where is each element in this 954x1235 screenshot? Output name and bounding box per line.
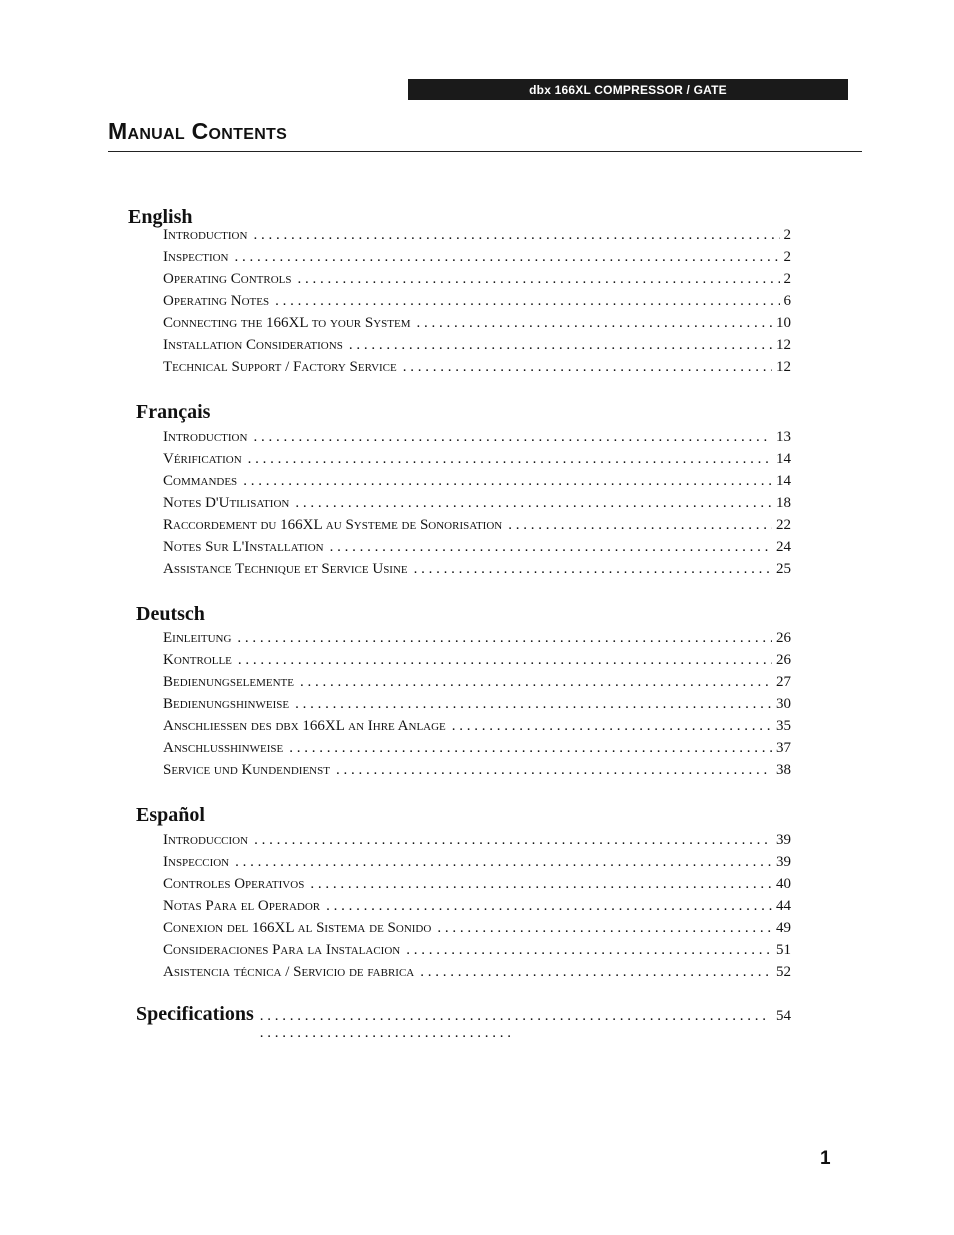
toc-entry-label: Anschlußhinweise bbox=[163, 740, 284, 756]
toc-entry-page: 25 bbox=[776, 561, 791, 577]
toc-entry-page: 24 bbox=[776, 539, 791, 555]
header-product-title: dbx 166XL COMPRESSOR / GATE bbox=[529, 82, 727, 97]
toc-entry[interactable] bbox=[163, 558, 791, 580]
toc-leader-dots bbox=[300, 671, 772, 693]
toc-leader-dots bbox=[297, 268, 779, 290]
toc-entry-page: 12 bbox=[776, 359, 791, 375]
toc-leader-dots bbox=[508, 514, 772, 536]
toc-leader-dots bbox=[414, 558, 772, 580]
toc-entry-label: Kontrolle bbox=[163, 652, 232, 668]
toc-leader-dots bbox=[295, 693, 772, 715]
toc-leader-dots bbox=[248, 448, 772, 470]
toc-entry[interactable] bbox=[163, 693, 791, 715]
toc-entry-page: 39 bbox=[776, 854, 791, 870]
toc-entry[interactable] bbox=[163, 290, 791, 312]
toc-entry[interactable] bbox=[163, 470, 791, 492]
toc-leader-dots bbox=[260, 1008, 772, 1042]
toc-entry-page: 12 bbox=[776, 337, 791, 353]
toc-entry[interactable] bbox=[163, 514, 791, 536]
toc-entry[interactable] bbox=[163, 268, 791, 290]
toc-entry-label: Operating Controls bbox=[163, 271, 292, 287]
toc-entry-page: 2 bbox=[783, 227, 791, 243]
toc-leader-dots bbox=[330, 536, 772, 558]
toc-list-espanol bbox=[163, 829, 791, 983]
header-product-bar bbox=[408, 79, 848, 100]
toc-entry-page: 52 bbox=[776, 964, 791, 980]
toc-entry[interactable] bbox=[163, 224, 791, 246]
toc-entry[interactable] bbox=[163, 492, 791, 514]
toc-entry-page: 6 bbox=[783, 293, 791, 309]
toc-entry-page: 27 bbox=[776, 674, 791, 690]
toc-leader-dots bbox=[437, 917, 772, 939]
toc-entry[interactable] bbox=[163, 649, 791, 671]
toc-entry-label: Bedienungselemente bbox=[163, 674, 294, 690]
toc-entry[interactable] bbox=[163, 961, 791, 983]
toc-entry-page: 35 bbox=[776, 718, 791, 734]
toc-leader-dots bbox=[235, 851, 772, 873]
toc-list-francais bbox=[163, 426, 791, 580]
toc-leader-dots bbox=[275, 290, 779, 312]
section-heading-espanol: Español bbox=[136, 804, 205, 826]
toc-leader-dots bbox=[253, 426, 772, 448]
toc-entry-label: Notas Para el Operador bbox=[163, 898, 321, 914]
toc-entry-label: Inspection bbox=[163, 249, 229, 265]
toc-entry-page: 14 bbox=[776, 451, 791, 467]
toc-entry-page: 2 bbox=[783, 271, 791, 287]
toc-entry-label: Inspeccion bbox=[163, 854, 230, 870]
toc-entry-label: Controles Operativos bbox=[163, 876, 305, 892]
toc-leader-dots bbox=[336, 759, 772, 781]
toc-leader-dots bbox=[289, 737, 772, 759]
toc-entry[interactable] bbox=[163, 448, 791, 470]
toc-entry-label: Vérification bbox=[163, 451, 242, 467]
toc-list-english bbox=[163, 224, 791, 378]
toc-entry[interactable] bbox=[163, 759, 791, 781]
toc-entry[interactable] bbox=[163, 715, 791, 737]
toc-entry-label: Asistencia técnica / Servicio de fabrica bbox=[163, 964, 415, 980]
page-number: 1 bbox=[820, 1148, 831, 1169]
toc-entry-page: 13 bbox=[776, 429, 791, 445]
toc-entry-label: Operating Notes bbox=[163, 293, 270, 309]
toc-entry-label: Introduccion bbox=[163, 832, 249, 848]
toc-entry[interactable] bbox=[163, 939, 791, 961]
toc-entry-label: Bedienungshinweise bbox=[163, 696, 290, 712]
toc-entry-label: Anschließen des dbx 166XL an Ihre Anlage bbox=[163, 718, 446, 734]
toc-leader-dots bbox=[295, 492, 772, 514]
toc-entry-specifications[interactable] bbox=[136, 1003, 791, 1042]
title-divider bbox=[108, 151, 862, 152]
toc-entry-label: Raccordement du 166XL au Systeme de Sonorisation bbox=[163, 517, 503, 533]
toc-entry-label: Conexion del 166XL al Sistema de Sonido bbox=[163, 920, 432, 936]
toc-leader-dots bbox=[237, 627, 772, 649]
toc-entry-page: 51 bbox=[776, 942, 791, 958]
section-heading-francais: Français bbox=[136, 401, 211, 423]
toc-entry-page: 37 bbox=[776, 740, 791, 756]
toc-entry[interactable] bbox=[163, 671, 791, 693]
toc-entry-label: Connecting the 166XL to your System bbox=[163, 315, 411, 331]
toc-entry-page: 26 bbox=[776, 630, 791, 646]
toc-leader-dots bbox=[310, 873, 772, 895]
toc-leader-dots bbox=[406, 939, 772, 961]
toc-entry-page: 40 bbox=[776, 876, 791, 892]
toc-entry-label: Einleitung bbox=[163, 630, 232, 646]
toc-entry-label: Commandes bbox=[163, 473, 238, 489]
toc-entry[interactable] bbox=[163, 895, 791, 917]
toc-entry-label: Service und Kundendienst bbox=[163, 762, 330, 778]
toc-leader-dots bbox=[420, 961, 772, 983]
toc-entry-page: 10 bbox=[776, 315, 791, 331]
toc-entry[interactable] bbox=[163, 246, 791, 268]
toc-entry-page: 14 bbox=[776, 473, 791, 489]
toc-entry-page: 44 bbox=[776, 898, 791, 914]
toc-entry-page: 2 bbox=[783, 249, 791, 265]
toc-entry[interactable] bbox=[163, 829, 791, 851]
toc-entry[interactable] bbox=[163, 851, 791, 873]
toc-entry-page: 49 bbox=[776, 920, 791, 936]
toc-entry-page: 26 bbox=[776, 652, 791, 668]
toc-entry-label: Installation Considerations bbox=[163, 337, 343, 353]
toc-entry-page: 22 bbox=[776, 517, 791, 533]
toc-entry[interactable] bbox=[163, 356, 791, 378]
toc-leader-dots bbox=[238, 649, 772, 671]
toc-leader-dots bbox=[349, 334, 772, 356]
toc-leader-dots bbox=[326, 895, 772, 917]
toc-leader-dots bbox=[254, 829, 772, 851]
toc-entry-label: Technical Support / Factory Service bbox=[163, 359, 397, 375]
section-heading-deutsch: Deutsch bbox=[136, 603, 205, 625]
specifications-label: Specifications bbox=[136, 1003, 254, 1025]
toc-leader-dots bbox=[452, 715, 772, 737]
toc-entry[interactable] bbox=[163, 334, 791, 356]
toc-entry[interactable] bbox=[163, 917, 791, 939]
toc-entry-page: 39 bbox=[776, 832, 791, 848]
toc-entry-label: Assistance Technique et Service Usine bbox=[163, 561, 408, 577]
page-title: Manual Contents bbox=[108, 118, 288, 144]
toc-entry[interactable] bbox=[163, 627, 791, 649]
toc-leader-dots bbox=[253, 224, 779, 246]
toc-list-deutsch bbox=[163, 627, 791, 781]
toc-entry-page: 18 bbox=[776, 495, 791, 511]
toc-leader-dots bbox=[403, 356, 772, 378]
toc-entry-label: Notes D'Utilisation bbox=[163, 495, 290, 511]
toc-entry[interactable] bbox=[163, 426, 791, 448]
toc-entry-label: Introduction bbox=[163, 429, 248, 445]
toc-entry[interactable] bbox=[163, 873, 791, 895]
toc-leader-dots bbox=[235, 246, 780, 268]
toc-entry-label: Introduction bbox=[163, 227, 248, 243]
toc-entry-label: Consideraciones Para la Instalacion bbox=[163, 942, 401, 958]
section-heading-english: English bbox=[128, 206, 193, 228]
toc-leader-dots bbox=[417, 312, 773, 334]
toc-entry-label: Notes Sur L'Installation bbox=[163, 539, 324, 555]
toc-entry-page: 38 bbox=[776, 762, 791, 778]
toc-entry[interactable] bbox=[163, 737, 791, 759]
toc-entry-page: 30 bbox=[776, 696, 791, 712]
toc-entry[interactable] bbox=[163, 536, 791, 558]
toc-leader-dots bbox=[243, 470, 772, 492]
specifications-page: 54 bbox=[776, 1008, 791, 1024]
toc-entry[interactable] bbox=[163, 312, 791, 334]
